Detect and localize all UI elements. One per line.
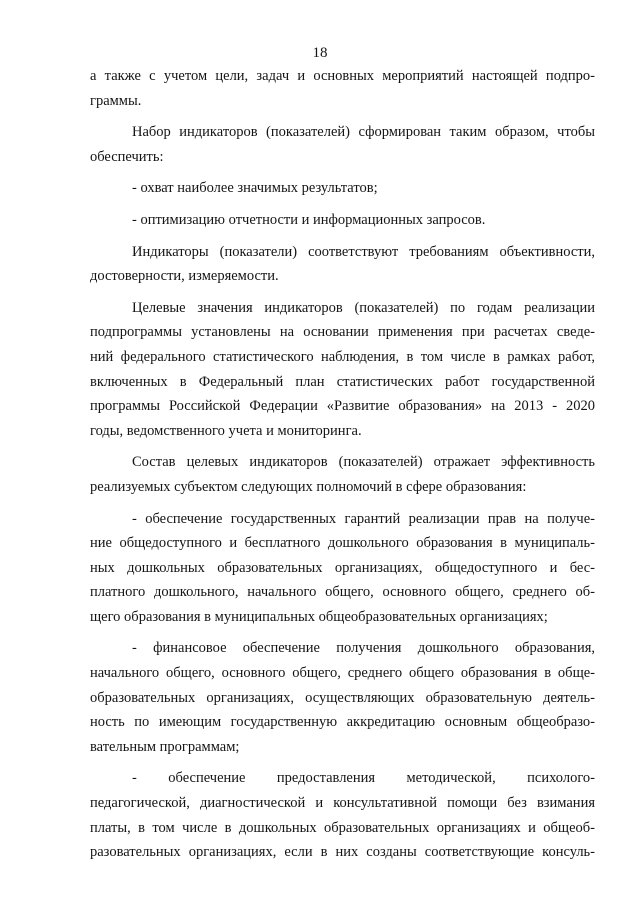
text-line: педагогической, диагностической и консультативной помощи без взимания xyxy=(90,795,595,812)
text-line: платы, в том числе в дошкольных образовательных организациях и общеоб- xyxy=(90,819,595,836)
text-line: Состав целевых индикаторов (показателей) отражает эффективность xyxy=(132,454,595,471)
text-line: - обеспечение предоставления методической, психолого- xyxy=(132,770,595,787)
text-line: ных дошкольных образовательных организациях, общедоступного и бес- xyxy=(90,559,595,576)
list-item-coverage xyxy=(90,176,595,201)
text-line: включенных в Федеральный план статистических работ государственной xyxy=(90,373,595,390)
document-body xyxy=(90,64,595,865)
text-line: - финансовое обеспечение получения дошкольного образования, xyxy=(132,640,595,657)
text-line: достоверности, измеряемости. xyxy=(90,268,279,285)
text-line: ние общедоступного и бесплатного дошкольного образования в муниципаль- xyxy=(90,535,595,552)
text-line: разовательных организациях, если в них созданы соответствующие консуль- xyxy=(90,844,595,861)
text-line: - обеспечение государственных гарантий реализации прав на получе- xyxy=(132,510,595,527)
list-item-guarantees xyxy=(90,507,595,630)
paragraph-requirements xyxy=(90,240,595,289)
paragraph-indicator-set xyxy=(90,120,595,169)
text-line: - охват наиболее значимых результатов; xyxy=(132,180,378,197)
list-item-methodical-help xyxy=(90,766,595,864)
text-line: граммы. xyxy=(90,92,142,109)
list-item-financing xyxy=(90,636,595,759)
text-line: платного дошкольного, начального общего, основного общего, среднего об- xyxy=(90,584,595,601)
text-line: Индикаторы (показатели) соответствуют требованиям объективности, xyxy=(132,243,595,260)
text-line: а также с учетом цели, задач и основных мероприятий настоящей подпро- xyxy=(90,68,595,84)
text-line: щего образования в муниципальных общеобразовательных организациях; xyxy=(90,608,548,625)
text-line: годы, ведомственного учета и мониторинга. xyxy=(90,422,362,439)
text-line: реализуемых субъектом следующих полномочий в сфере образования: xyxy=(90,478,527,495)
text-line: - оптимизацию отчетности и информационных запросов. xyxy=(132,211,486,228)
text-line: ний федерального статистического наблюдения, в том числе в рамках работ, xyxy=(90,348,595,365)
page-number: 18 xyxy=(312,45,328,61)
text-line: начального общего, основного общего, среднего общего образования в обще- xyxy=(90,665,595,682)
text-line: Набор индикаторов (показателей) сформирован таким образом, чтобы xyxy=(132,124,595,141)
paragraph-composition xyxy=(90,450,595,499)
text-line: вательным программам; xyxy=(90,738,240,755)
paragraph-continuation xyxy=(90,64,595,113)
text-line: подпрограммы установлены на основании применения при расчетах сведе- xyxy=(90,324,595,341)
text-line: образовательных организациях, осуществляющих образовательную деятель- xyxy=(90,689,595,706)
text-line: Целевые значения индикаторов (показателей) по годам реализации xyxy=(132,299,595,316)
text-line: программы Российской Федерации «Развитие образования» на 2013 - 2020 xyxy=(90,398,595,415)
list-item-optimization xyxy=(90,208,595,233)
paragraph-target-values xyxy=(90,296,595,444)
text-line: ность по имеющим государственную аккредитацию основным общеобразо- xyxy=(90,714,595,731)
text-line: обеспечить: xyxy=(90,148,164,165)
